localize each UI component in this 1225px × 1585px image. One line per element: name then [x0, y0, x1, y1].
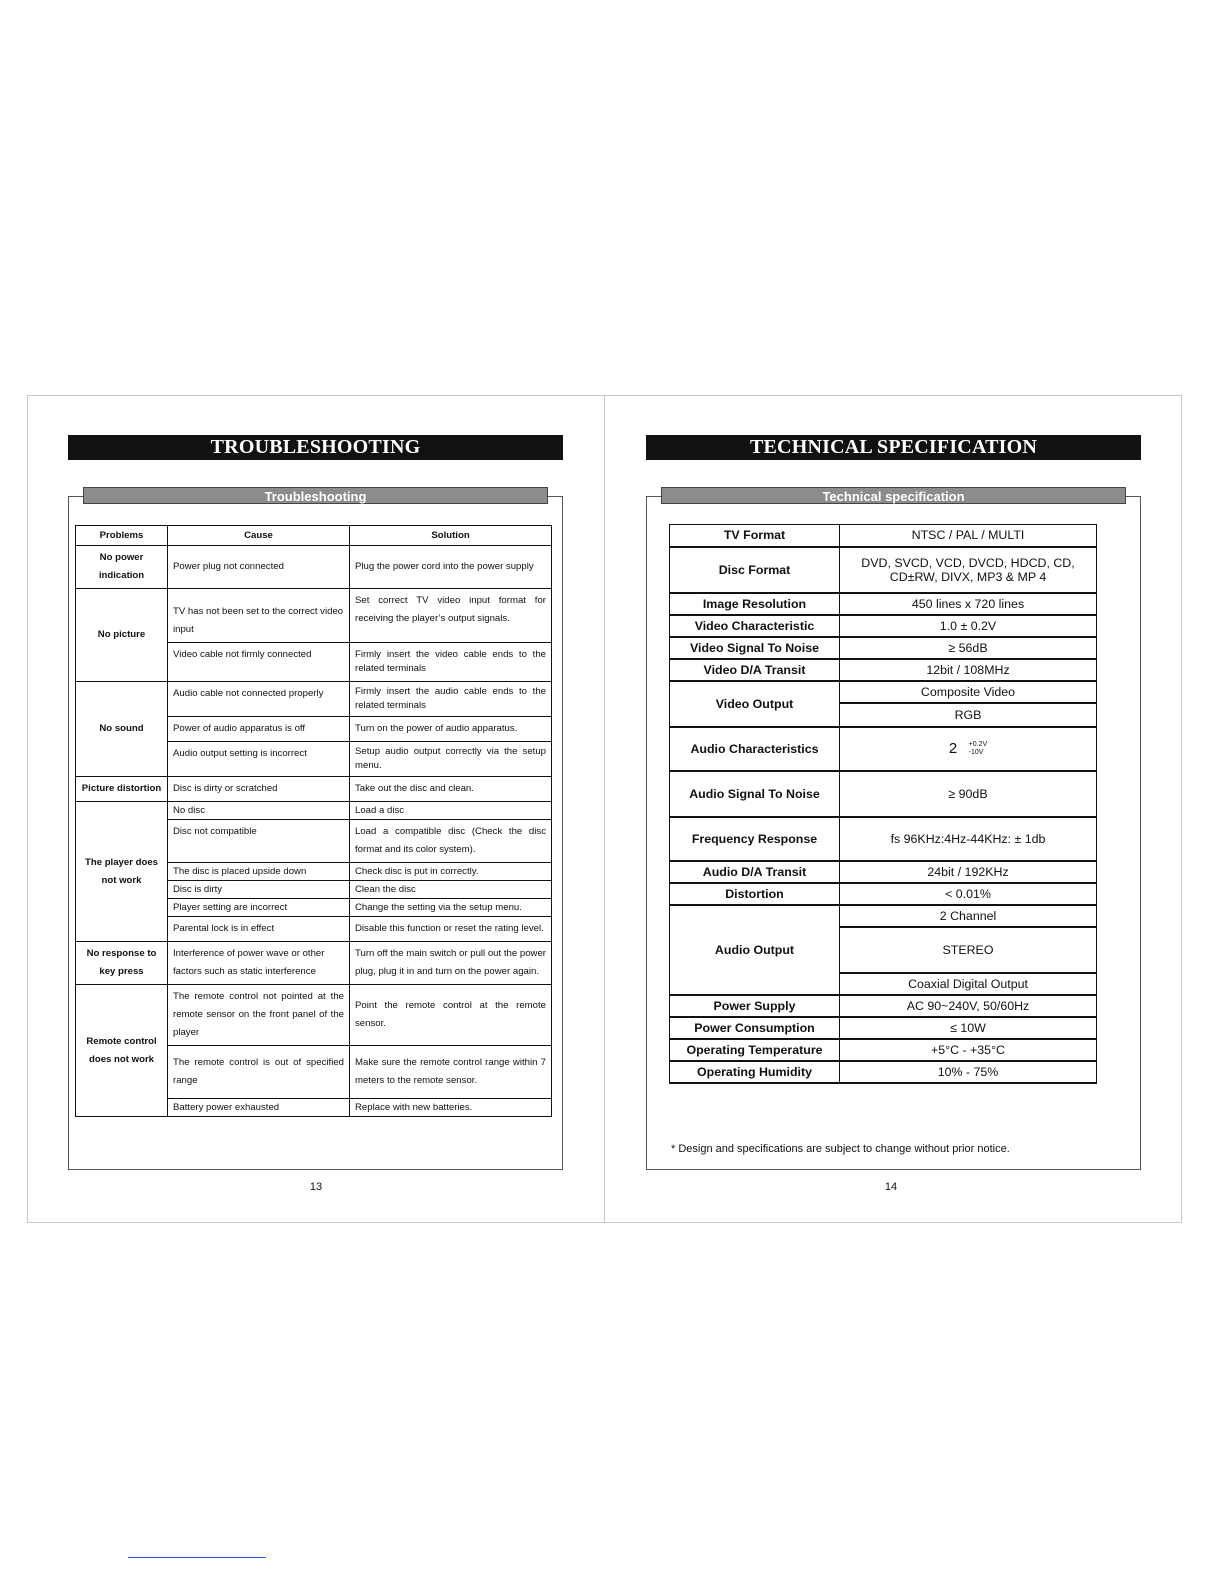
spec-value: 450 lines x 720 lines: [840, 593, 1097, 615]
spec-value: NTSC / PAL / MULTI: [840, 525, 1097, 547]
spec-row: [670, 659, 1097, 681]
table-row: [76, 546, 552, 589]
problem-cell: Remote control does not work: [76, 985, 168, 1117]
column-header: Problems: [76, 526, 168, 546]
solution-cell: Firmly insert the video cable ends to the related terminals: [350, 643, 552, 682]
solution-cell: Point the remote control at the remote sensor.: [350, 985, 552, 1046]
spec-value: RGB: [840, 703, 1097, 727]
page-banner: TECHNICAL SPECIFICATION: [646, 435, 1141, 460]
technical-specification-page: [605, 395, 1182, 1223]
problem-cell: The player does not work: [76, 802, 168, 942]
tolerance-plus: +0.2V: [968, 741, 988, 749]
spec-value: 24bit / 192KHz: [840, 861, 1097, 883]
column-header: Solution: [350, 526, 552, 546]
spec-row: [670, 727, 1097, 771]
cause-cell: Parental lock is in effect: [168, 917, 350, 942]
spec-row: [670, 771, 1097, 817]
solution-cell: Check disc is put in correctly.: [350, 863, 552, 881]
troubleshooting-page: [27, 395, 604, 1223]
spec-row: [670, 1039, 1097, 1061]
disclaimer-note: * Design and specifications are subject to change without prior notice.: [671, 1143, 1010, 1155]
spec-value: 12bit / 108MHz: [840, 659, 1097, 681]
solution-cell: Load a disc: [350, 802, 552, 820]
spec-value-line: CD±RW, DIVX, MP3 & MP 4: [889, 569, 1047, 584]
cause-cell: TV has not been set to the correct video input: [168, 589, 350, 643]
solution-cell: Firmly insert the audio cable ends to the related terminals: [350, 682, 552, 717]
spec-label: Distortion: [670, 883, 840, 905]
cause-cell: Video cable not firmly connected: [168, 643, 350, 682]
spec-label: Video Characteristic: [670, 615, 840, 637]
problem-cell: No picture: [76, 589, 168, 682]
spec-label: Power Consumption: [670, 1017, 840, 1039]
spec-value: 1.0 ± 0.2V: [840, 615, 1097, 637]
spec-label: Video D/A Transit: [670, 659, 840, 681]
spec-row: [670, 1061, 1097, 1083]
column-header: Cause: [168, 526, 350, 546]
spec-value: fs 96KHz:4Hz-44KHz: ± 1db: [840, 817, 1097, 861]
spec-label: Audio Output: [670, 905, 840, 995]
table-row: [76, 985, 552, 1046]
spec-value-tolerance: [969, 741, 988, 757]
table-row: [76, 589, 552, 643]
table-header-row: [76, 526, 552, 546]
solution-cell: Make sure the remote control range within 7 meters to the remote sensor.: [350, 1046, 552, 1099]
page-banner: TROUBLESHOOTING: [68, 435, 563, 460]
spec-label: Video Signal To Noise: [670, 637, 840, 659]
spec-row: [670, 615, 1097, 637]
spec-value: STEREO: [840, 927, 1097, 973]
section-subtitle: Technical specification: [661, 487, 1126, 504]
spec-row: [670, 547, 1097, 593]
solution-cell: Change the setting via the setup menu.: [350, 899, 552, 917]
spec-row: [670, 861, 1097, 883]
spec-label: Image Resolution: [670, 593, 840, 615]
spec-label: Operating Temperature: [670, 1039, 840, 1061]
spec-label: Audio Signal To Noise: [670, 771, 840, 817]
spec-label: Frequency Response: [670, 817, 840, 861]
cause-cell: Player setting are incorrect: [168, 899, 350, 917]
table-row: [76, 777, 552, 802]
spec-value: Coaxial Digital Output: [840, 973, 1097, 995]
spec-value: Composite Video: [840, 681, 1097, 703]
solution-cell: Turn on the power of audio apparatus.: [350, 717, 552, 742]
cause-cell: Power plug not connected: [168, 546, 350, 589]
spec-row: [670, 593, 1097, 615]
tolerance-minus: -10V: [968, 749, 984, 757]
problem-cell: No response to key press: [76, 942, 168, 985]
spec-label: Power Supply: [670, 995, 840, 1017]
spec-label: Disc Format: [670, 547, 840, 593]
spec-value: < 0.01%: [840, 883, 1097, 905]
spec-row: [670, 1017, 1097, 1039]
cause-cell: Disc not compatible: [168, 820, 350, 863]
spec-value: [840, 727, 1097, 771]
solution-cell: Disable this function or reset the rating level.: [350, 917, 552, 942]
cause-cell: Audio cable not connected properly: [168, 682, 350, 717]
spec-value: 2 Channel: [840, 905, 1097, 927]
solution-cell: Plug the power cord into the power supply: [350, 546, 552, 589]
spec-value: ≥ 56dB: [840, 637, 1097, 659]
cause-cell: No disc: [168, 802, 350, 820]
solution-cell: Turn off the main switch or pull out the power plug, plug it in and turn on the power again.: [350, 942, 552, 985]
table-row: [76, 802, 552, 820]
table-row: [76, 682, 552, 717]
page-number: 13: [309, 1181, 323, 1193]
spec-row: [670, 681, 1097, 703]
footer-link-underline: [128, 1557, 266, 1558]
spec-row: [670, 525, 1097, 547]
section-subtitle: Troubleshooting: [83, 487, 548, 504]
troubleshooting-table: [75, 525, 552, 1117]
problem-cell: Picture distortion: [76, 777, 168, 802]
specification-table: [669, 524, 1097, 1084]
solution-cell: Setup audio output correctly via the setup menu.: [350, 742, 552, 777]
spec-value: 10% - 75%: [840, 1061, 1097, 1083]
cause-cell: Power of audio apparatus is off: [168, 717, 350, 742]
spec-value: ≤ 10W: [840, 1017, 1097, 1039]
cause-cell: Disc is dirty or scratched: [168, 777, 350, 802]
spec-row: [670, 637, 1097, 659]
spec-label: Video Output: [670, 681, 840, 727]
solution-cell: Take out the disc and clean.: [350, 777, 552, 802]
spec-label: TV Format: [670, 525, 840, 547]
spec-label: Operating Humidity: [670, 1061, 840, 1083]
table-row: [76, 942, 552, 985]
cause-cell: Disc is dirty: [168, 881, 350, 899]
spec-value: ≥ 90dB: [840, 771, 1097, 817]
spec-row: [670, 995, 1097, 1017]
spec-value: +5°C - +35°C: [840, 1039, 1097, 1061]
spec-value-line: DVD, SVCD, VCD, DVCD, HDCD, CD,: [861, 555, 1075, 570]
cause-cell: The remote control not pointed at the remote sensor on the front panel of the player: [168, 985, 350, 1046]
cause-cell: The disc is placed upside down: [168, 863, 350, 881]
solution-cell: Load a compatible disc (Check the disc format and its color system).: [350, 820, 552, 863]
spec-label: Audio D/A Transit: [670, 861, 840, 883]
spec-value: AC 90~240V, 50/60Hz: [840, 995, 1097, 1017]
spec-value: [840, 547, 1097, 593]
spec-value-main: 2: [948, 739, 958, 757]
solution-cell: Set correct TV video input format for receiving the player’s output signals.: [350, 589, 552, 643]
problem-cell: No sound: [76, 682, 168, 777]
spec-label: Audio Characteristics: [670, 727, 840, 771]
cause-cell: The remote control is out of specified range: [168, 1046, 350, 1099]
cause-cell: Audio output setting is incorrect: [168, 742, 350, 777]
spec-row: [670, 817, 1097, 861]
solution-cell: Replace with new batteries.: [350, 1099, 552, 1117]
cause-cell: Battery power exhausted: [168, 1099, 350, 1117]
cause-cell: Interference of power wave or other factors such as static interference: [168, 942, 350, 985]
solution-cell: Clean the disc: [350, 881, 552, 899]
page-number: 14: [884, 1181, 898, 1193]
spec-row: [670, 905, 1097, 927]
spec-row: [670, 883, 1097, 905]
problem-cell: No power indication: [76, 546, 168, 589]
